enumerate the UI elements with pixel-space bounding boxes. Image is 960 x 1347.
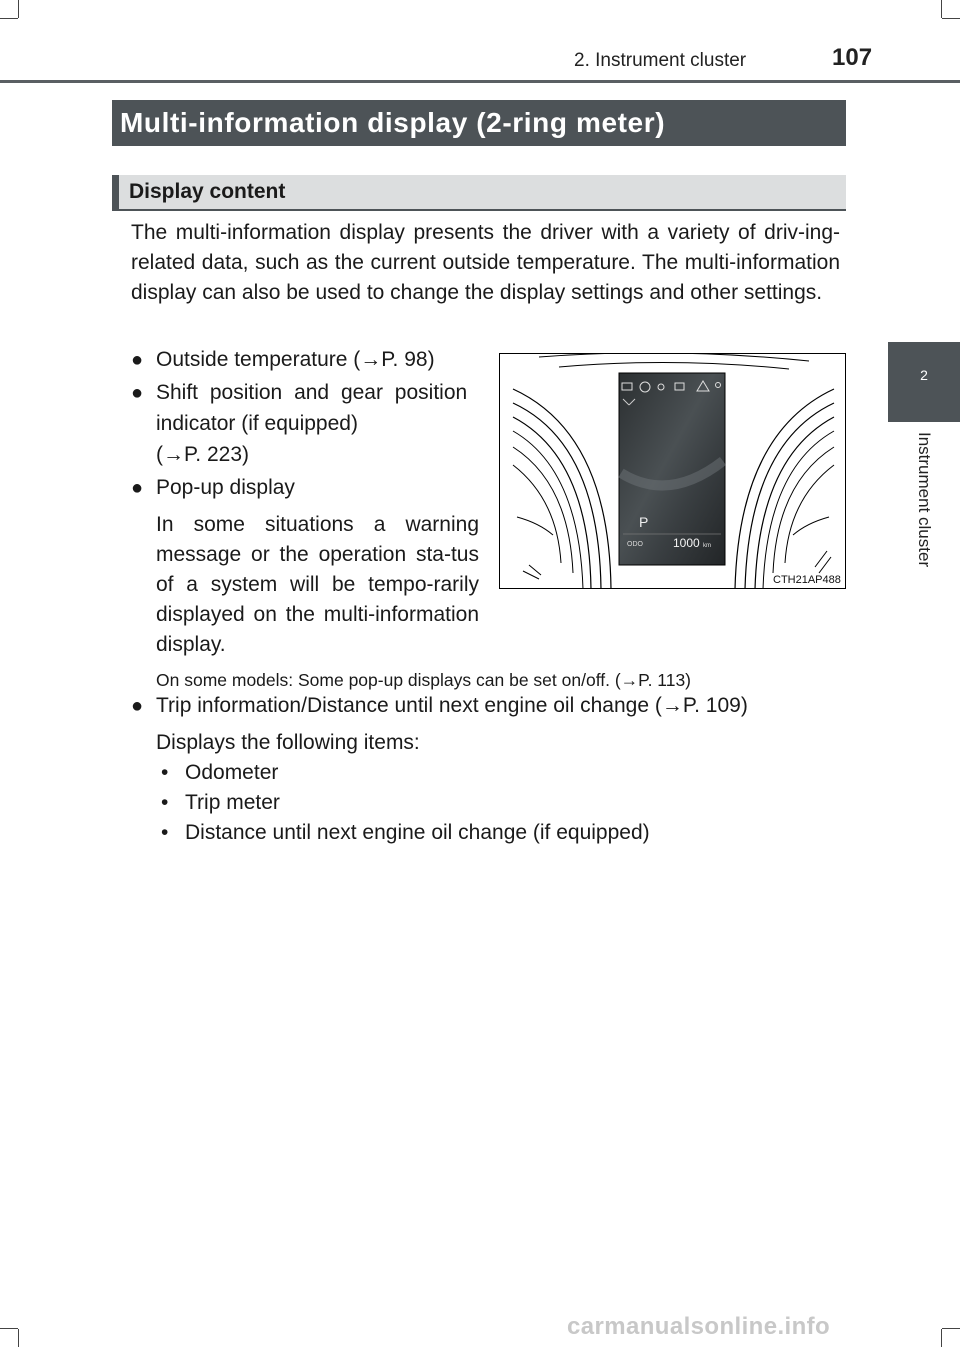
crop-mark — [942, 18, 960, 19]
crop-mark — [18, 1329, 19, 1347]
bullet-marker: ● — [131, 695, 144, 717]
header-section-title: 2. Instrument cluster — [574, 50, 747, 71]
note-popup-setting: On some models: Some pop-up displays can be set on/off. (→P. 113) — [156, 670, 692, 690]
list-text: Distance until next engine oil change (if equipped) — [185, 821, 650, 844]
list-text: Odometer — [185, 761, 279, 784]
subsection-bar — [112, 175, 846, 211]
bullet-outside-temperature — [131, 345, 471, 375]
list-item-oil-change-distance — [161, 818, 761, 848]
page-title: Multi-information display (2-ring meter) — [112, 100, 846, 146]
bullet-text: Outside temperature (→P. 98) — [156, 348, 435, 371]
list-item-trip-meter — [161, 788, 761, 818]
chapter-tab — [888, 342, 960, 422]
bullet-trip-information — [131, 691, 831, 721]
subsection-accent — [112, 175, 119, 209]
crop-mark — [18, 0, 19, 18]
crop-mark — [941, 1329, 942, 1347]
list-marker: • — [161, 761, 169, 784]
bullet-text: Pop-up display — [156, 476, 295, 499]
shift-position-readout: P — [639, 514, 649, 530]
bullet-marker: ● — [131, 477, 144, 499]
displays-intro: Displays the following items: — [156, 731, 420, 754]
chapter-label — [888, 432, 960, 602]
bullet-text-line3: (→P. 223) — [156, 443, 249, 466]
crop-mark — [0, 1328, 18, 1329]
bullet-text: Trip information/Distance until next engine oil change (→P. 109) — [156, 694, 748, 717]
bullet-shift-position — [131, 378, 479, 470]
bullet-popup-display — [131, 473, 471, 503]
popup-description: In some situations a warning message or the operation sta-tus of a system will be tempo-rarily displayed on the multi-information display. — [156, 513, 479, 656]
instrument-cluster-illustration — [499, 353, 846, 589]
list-marker: • — [161, 791, 169, 814]
bullet-text-line1: Shift position and gear position — [156, 381, 468, 404]
list-marker: • — [161, 821, 169, 844]
page-number: 107 — [832, 44, 873, 71]
crop-mark — [941, 0, 942, 18]
header-rule — [0, 80, 960, 83]
bullet-text-line2: indicator (if equipped) — [156, 412, 358, 435]
figure-caption: CTH21AP488 — [773, 574, 841, 586]
odo-value: 1000 — [673, 536, 700, 550]
crop-mark — [0, 18, 18, 19]
instrument-cluster-drawing — [499, 353, 846, 589]
odo-unit: km — [703, 543, 711, 549]
subsection-title: Display content — [129, 180, 286, 203]
chapter-number: 2 — [920, 367, 928, 383]
site-watermark: carmanualsonline.info — [567, 1313, 831, 1340]
intro-paragraph: The multi-information display presents the driver with a variety of driv-ing-related data, such as the current outside temperature. The multi-information display can also be used to change the display settings and other settings. — [131, 221, 840, 304]
chapter-label-text: Instrument cluster — [915, 432, 934, 568]
list-text: Trip meter — [185, 791, 280, 814]
odo-label: ODO — [627, 541, 643, 548]
bullet-marker: ● — [131, 349, 144, 371]
crop-mark — [942, 1328, 960, 1329]
list-item-odometer — [161, 758, 761, 788]
bullet-marker: ● — [131, 382, 144, 404]
